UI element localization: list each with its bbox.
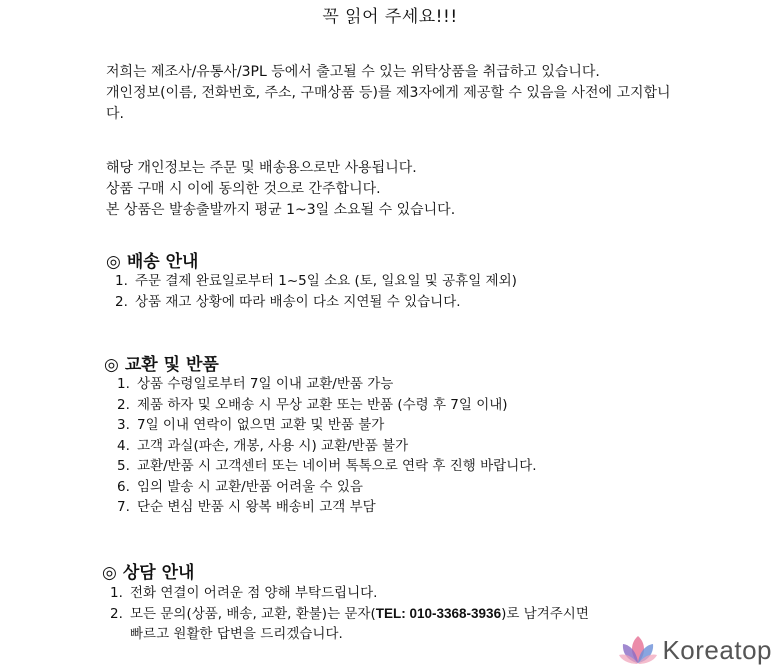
list-text: 상품 재고 상황에 따라 배송이 다소 지연될 수 있습니다.	[135, 293, 461, 310]
list-item	[117, 477, 757, 498]
consult-heading-text: 상담 안내	[122, 563, 195, 583]
list-item	[117, 497, 757, 518]
returns-list	[117, 374, 757, 518]
list-text-line2: 빠르고 원활한 답변을 드리겠습니다.	[130, 626, 343, 642]
list-item	[117, 395, 757, 416]
koreatop-logo	[618, 632, 772, 668]
list-text: 주문 결제 완료일로부터 1~5일 소요 (토, 일요일 및 공휴일 제외)	[135, 273, 517, 289]
list-text: 제품 하자 및 오배송 시 무상 교환 또는 반품 (수령 후 7일 이내)	[137, 396, 508, 413]
lotus-icon	[618, 633, 658, 667]
list-number: 5.	[117, 458, 130, 474]
list-item	[115, 292, 755, 313]
intro-line: 상품 구매 시 이에 동의한 것으로 간주합니다.	[106, 181, 381, 197]
list-number: 3.	[117, 417, 130, 433]
consult-heading	[102, 558, 194, 583]
shipping-heading	[106, 247, 198, 272]
list-item	[117, 415, 757, 436]
list-text: 교환/반품 시 고객센터 또는 네이버 톡톡으로 연락 후 진행 바랍니다.	[137, 458, 537, 474]
list-item	[117, 436, 757, 457]
page-title: 꼭 읽어 주세요!!!	[322, 7, 458, 27]
intro-line: 해당 개인정보는 주문 및 배송용으로만 사용됩니다.	[106, 160, 417, 176]
intro-block-2	[106, 158, 686, 221]
list-text: 단순 변심 반품 시 왕복 배송비 고객 부담	[137, 499, 376, 515]
intro-line: 본 상품은 발송출발까지 평균 1~3일 소요될 수 있습니다.	[106, 202, 456, 218]
list-item	[110, 583, 750, 604]
logo-text: Koreatop	[662, 634, 772, 665]
list-text: 7일 이내 연락이 없으면 교환 및 반품 불가	[137, 417, 385, 433]
intro-line: 저희는 제조사/유통사/3PL 등에서 출고될 수 있는 위탁상품을 취급하고 있습니다.	[106, 64, 600, 80]
phone-number: TEL: 010-3368-3936	[375, 605, 502, 621]
list-number: 6.	[117, 478, 130, 495]
double-circle-icon: ◎	[102, 563, 117, 583]
list-item	[115, 271, 755, 292]
intro-line: 개인정보(이름, 전화번호, 주소, 구매상품 등)를 제3자에게 제공할 수 있음을 사전에 고지합니다.	[106, 85, 671, 122]
list-item	[117, 374, 757, 395]
list-number: 1.	[115, 273, 128, 289]
list-number: 1.	[117, 376, 130, 392]
list-number: 2.	[117, 396, 130, 413]
list-number: 2.	[110, 605, 123, 622]
list-text: 상품 수령일로부터 7일 이내 교환/반품 가능	[137, 376, 394, 392]
list-number: 7.	[117, 499, 130, 515]
shipping-list	[115, 271, 755, 312]
double-circle-icon: ◎	[106, 252, 121, 272]
list-text: 전화 연결이 어려운 점 양해 부탁드립니다.	[130, 585, 378, 601]
list-item	[117, 456, 757, 477]
list-number: 4.	[117, 437, 130, 454]
returns-heading	[104, 350, 219, 375]
list-text-part: )로 남겨주시면	[501, 605, 589, 622]
list-number: 1.	[110, 585, 123, 601]
shipping-heading-text: 배송 안내	[126, 252, 199, 272]
list-text: 고객 과실(파손, 개봉, 사용 시) 교환/반품 불가	[137, 437, 409, 454]
list-text: 임의 발송 시 교환/반품 어려울 수 있음	[137, 478, 363, 495]
double-circle-icon: ◎	[104, 355, 119, 375]
list-text	[130, 604, 750, 625]
list-number: 2.	[115, 293, 128, 310]
returns-heading-text: 교환 및 반품	[124, 355, 219, 375]
intro-block-1	[106, 62, 686, 125]
list-text-part: 모든 문의(상품, 배송, 교환, 환불)는 문자(	[130, 605, 376, 622]
